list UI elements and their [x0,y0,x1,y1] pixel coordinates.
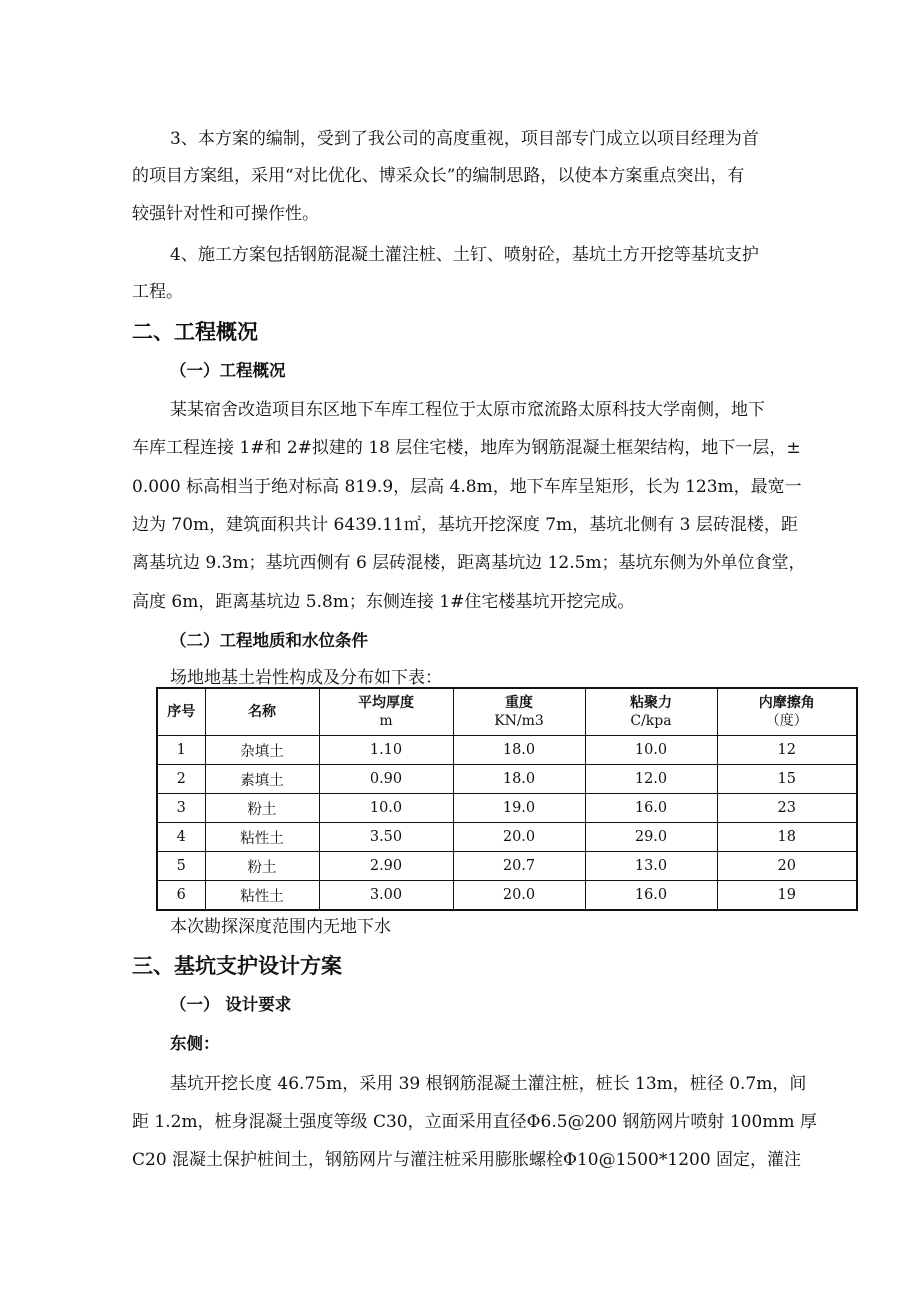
cell-name: 素填土 [205,765,319,794]
section-3-sub-1-heading: （一） 设计要求 [170,995,292,1014]
table-row [157,881,857,911]
cell-unit-weight: 19.0 [453,794,585,823]
table-intro: 场地地基土岩性构成及分布如下表： [170,668,442,688]
cell-thickness: 2.90 [319,852,453,881]
cell-name: 粉土 [205,852,319,881]
cell-unit-weight: 18.0 [453,765,585,794]
cell-name: 粘性土 [205,823,319,852]
cell-friction-angle: 23 [717,794,857,823]
overview-line-1: 某某宿舍改造项目东区地下车库工程位于太原市窊流路太原科技大学南侧，地下 [170,400,765,420]
section-3-heading: 三、基坑支护设计方案 [132,954,342,978]
overview-line-2: 车库工程连接 1#和 2#拟建的 18 层住宅楼，地库为钢筋混凝土框架结构，地下一层，± [132,438,801,458]
cell-friction-angle: 18 [717,823,857,852]
table-row [157,794,857,823]
cell-cohesion: 16.0 [585,794,717,823]
cell-thickness: 0.90 [319,765,453,794]
cell-friction-angle: 15 [717,765,857,794]
cell-unit-weight: 18.0 [453,736,585,765]
cell-friction-angle: 19 [717,881,857,911]
cell-index: 6 [157,881,205,911]
table-row [157,736,857,765]
para-3-line-2: 的项目方案组，采用“对比优化、博采众长”的编制思路，以使本方案重点突出，有 [132,166,745,186]
east-line-2: 距 1.2m，桩身混凝土强度等级 C30，立面采用直径Φ6.5@200 钢筋网片喷射 100mm 厚 [132,1112,817,1132]
header-name: 名称 [205,688,319,736]
cell-cohesion: 12.0 [585,765,717,794]
cell-index: 3 [157,794,205,823]
cell-index: 5 [157,852,205,881]
cell-thickness: 10.0 [319,794,453,823]
cell-friction-angle: 12 [717,736,857,765]
para-4-line-1: 4、施工方案包括钢筋混凝土灌注桩、土钉、喷射砼，基坑土方开挖等基坑支护 [170,245,759,265]
header-friction-angle: 内摩擦角 （度） [717,688,857,736]
cell-cohesion: 13.0 [585,852,717,881]
table-row [157,852,857,881]
soil-properties-table [156,687,858,911]
cell-name: 杂填土 [205,736,319,765]
cell-friction-angle: 20 [717,852,857,881]
overview-line-6: 高度 6m，距离基坑边 5.8m；东侧连接 1#住宅楼基坑开挖完成。 [132,592,635,612]
cell-index: 4 [157,823,205,852]
cell-cohesion: 16.0 [585,881,717,911]
soil-table-wrap [156,687,858,911]
cell-name: 粉土 [205,794,319,823]
cell-index: 1 [157,736,205,765]
overview-line-3: 0.000 标高相当于绝对标高 819.9，层高 4.8m，地下车库呈矩形，长为 123m，最宽一 [132,477,802,497]
para-3-line-3: 较强针对性和可操作性。 [132,204,319,224]
cell-unit-weight: 20.7 [453,852,585,881]
cell-thickness: 1.10 [319,736,453,765]
east-line-3: C20 混凝土保护桩间土，钢筋网片与灌注桩采用膨胀螺栓Φ10@1500*1200 固定，灌注 [132,1150,802,1170]
cell-name: 粘性土 [205,881,319,911]
east-line-1: 基坑开挖长度 46.75m，采用 39 根钢筋混凝土灌注桩，桩长 13m，桩径 0.7m，间 [170,1074,807,1094]
overview-line-4: 边为 70m，建筑面积共计 6439.11㎡，基坑开挖深度 7m，基坑北侧有 3 层砖混楼，距 [132,515,798,535]
cell-unit-weight: 20.0 [453,823,585,852]
cell-unit-weight: 20.0 [453,881,585,911]
header-cohesion: 粘聚力 C/kpa [585,688,717,736]
header-index: 序号 [157,688,205,736]
east-side-label: 东侧： [170,1034,220,1053]
section-2-sub-1-heading: （一）工程概况 [170,361,286,380]
table-header-row [157,688,857,736]
header-thickness: 平均厚度 m [319,688,453,736]
para-3-line-1: 3、本方案的编制，受到了我公司的高度重视，项目部专门成立以项目经理为首 [170,129,759,149]
groundwater-note: 本次勘探深度范围内无地下水 [170,917,391,937]
table-row [157,765,857,794]
section-2-sub-2-heading: （二）工程地质和水位条件 [170,631,368,650]
table-row [157,823,857,852]
cell-thickness: 3.00 [319,881,453,911]
para-4-line-2: 工程。 [132,282,183,302]
cell-index: 2 [157,765,205,794]
overview-line-5: 离基坑边 9.3m；基坑西侧有 6 层砖混楼，距离基坑边 12.5m；基坑东侧为外单位食堂， [132,553,806,573]
cell-cohesion: 10.0 [585,736,717,765]
cell-cohesion: 29.0 [585,823,717,852]
cell-thickness: 3.50 [319,823,453,852]
section-2-heading: 二、工程概况 [132,320,258,344]
header-unit-weight: 重度 KN/m3 [453,688,585,736]
